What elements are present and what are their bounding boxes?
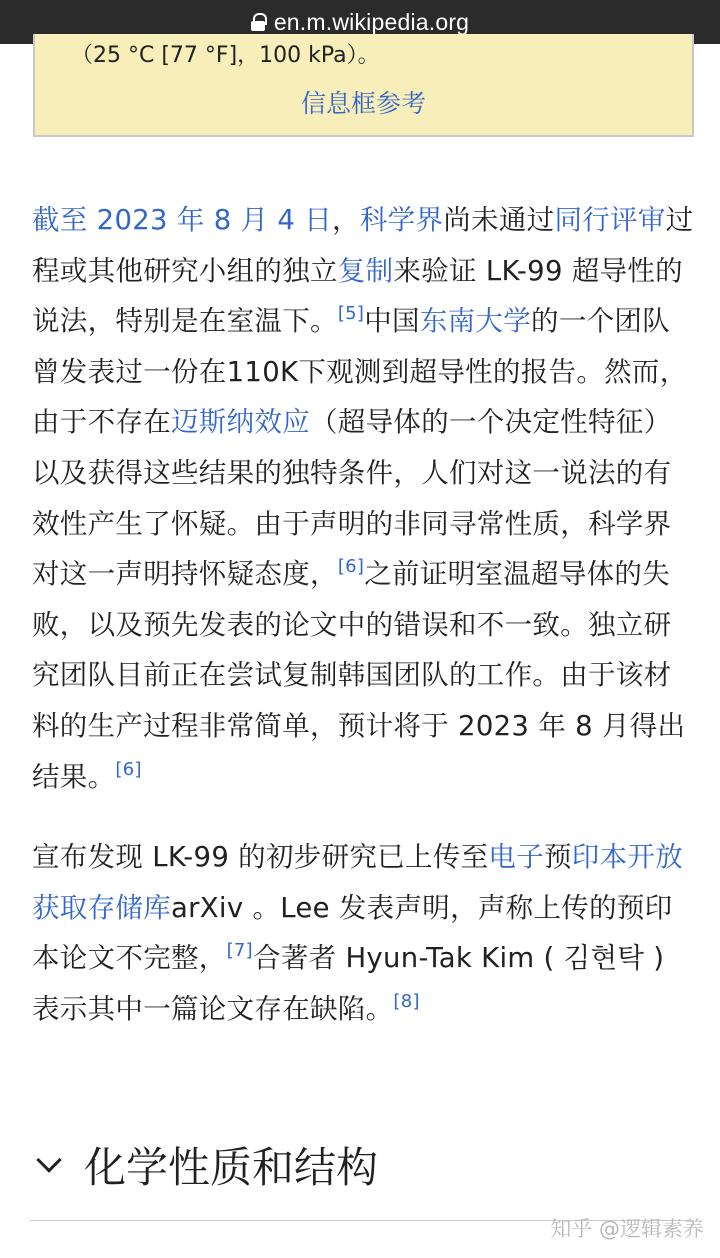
text: 尚未通过 xyxy=(443,204,555,236)
url-text[interactable]: en.m.wikipedia.org xyxy=(273,8,470,35)
text: ， xyxy=(332,204,360,236)
text: 宣布发现 LK-99 的初步研究已上传至 xyxy=(32,841,489,874)
text: 之前证明室温超导体的失败，以及预先发表的论文中的错误和不一致。独立研究团队目前正在尝试复制韩国团队的工作。由于该材料的生产过程非常简单，预计将于 2023 年 8 月得出结果。 xyxy=(32,558,686,793)
citation-7[interactable]: [7] xyxy=(226,940,254,962)
text: 来验证 LK-99 超导性的说法，特别是在室温下。 xyxy=(32,254,683,338)
link-replication[interactable]: 复制 xyxy=(337,254,394,287)
paragraph-superconductivity-claims xyxy=(32,195,696,802)
link-scientific-community[interactable]: 科学界 xyxy=(359,204,444,236)
text: 中国 xyxy=(364,305,420,338)
paragraph-preprint-upload xyxy=(32,832,696,1034)
link-peer-review[interactable]: 同行评审 xyxy=(554,204,666,236)
text: 的一个团队曾发表过一份在110K下观测到超导性的报告。然而，由于不存在 xyxy=(32,305,688,439)
link-preprint-repository[interactable]: 印本开放获取存储库 xyxy=(32,841,683,924)
section-title: 化学性质和结构 xyxy=(84,1143,379,1192)
link-meissner-effect[interactable]: 迈斯纳效应 xyxy=(171,406,310,439)
citation-5[interactable]: [5] xyxy=(337,303,365,325)
text: （超导体的一个决定性特征）以及获得这些结果的独特条件，人们对这一说法的有效性产生了怀疑。由于声明的非同寻常性质，科学界对这一声明持怀疑态度， xyxy=(32,406,672,591)
text: arXiv 。Lee 发表声明，声称上传的预印本论文不完整， xyxy=(32,891,673,975)
chevron-down-icon[interactable] xyxy=(36,1147,61,1172)
link-southeast-university[interactable]: 东南大学 xyxy=(419,305,532,338)
citation-8[interactable]: [8] xyxy=(393,990,420,1012)
infobox-partial-text: （25 °C [77 °F]，100 kPa）。 xyxy=(71,43,380,68)
infobox xyxy=(33,34,694,137)
text: 预 xyxy=(543,841,572,874)
link-date[interactable]: 截至 2023 年 8 月 4 日 xyxy=(32,204,333,236)
link-electronic[interactable]: 电子 xyxy=(488,841,544,874)
citation-6[interactable]: [6] xyxy=(337,556,365,578)
watermark: 知乎 @逻辑素养 xyxy=(550,1217,704,1241)
lock-icon xyxy=(251,13,265,31)
article-content xyxy=(32,195,696,1035)
infobox-reference-link[interactable]: 信息框参考 xyxy=(300,89,426,118)
section-header-chemical-structure[interactable] xyxy=(30,1135,694,1195)
citation-6[interactable]: [6] xyxy=(115,758,142,780)
text: 合著者 Hyun-Tak Kim ( 김현탁 ) 表示其中一篇论文存在缺陷。 xyxy=(32,942,665,1025)
text: 过程或其他研究小组的独立 xyxy=(32,204,694,287)
